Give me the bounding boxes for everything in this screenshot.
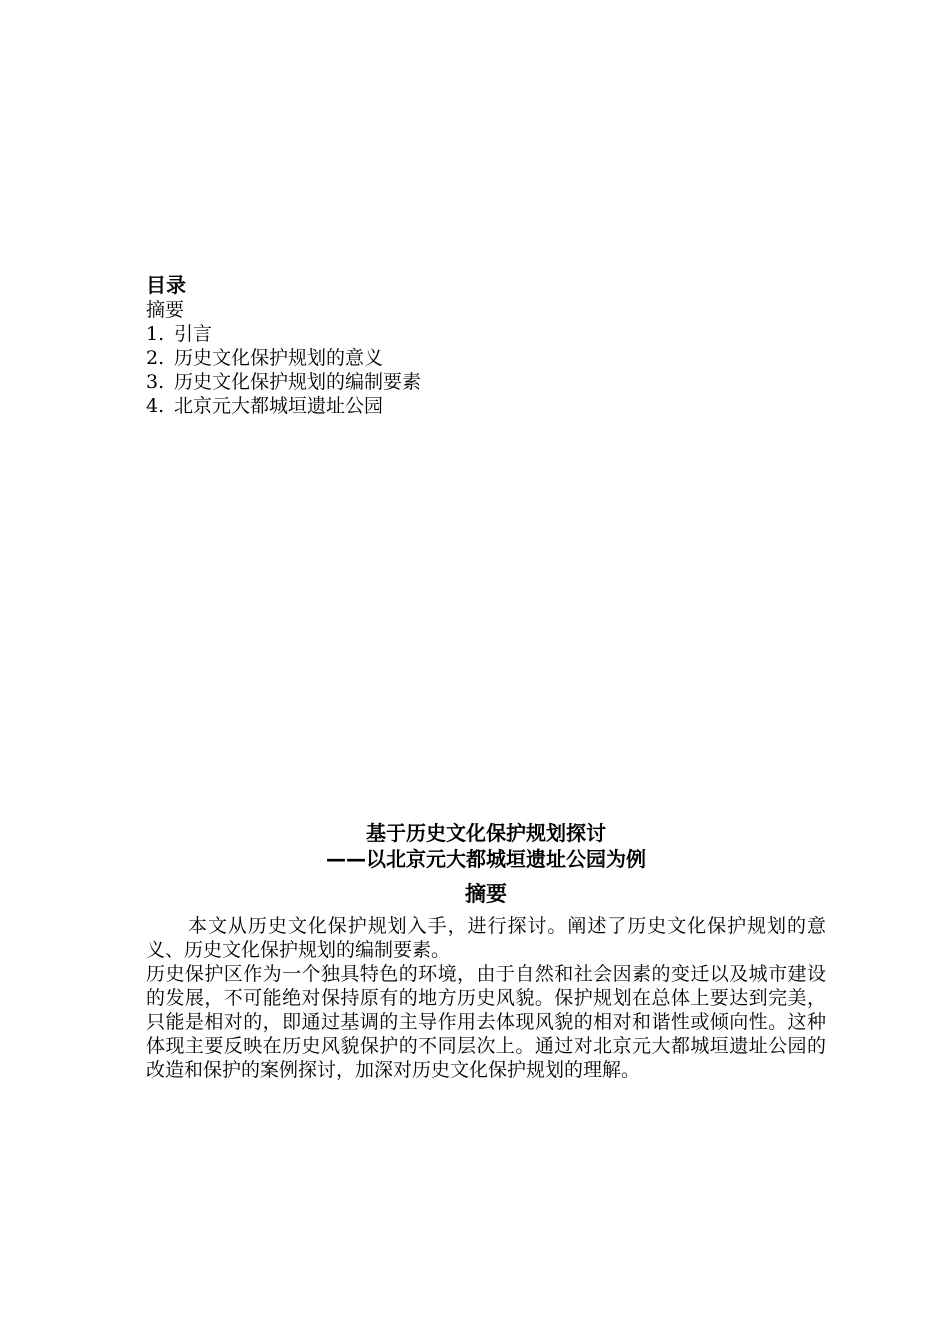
toc-item-elements[interactable] <box>146 370 806 394</box>
abstract-paragraph-2: 历史保护区作为一个独具特色的环境，由于自然和社会因素的变迁以及城市建设的发展，不可能绝对保持原有的地方历史风貌。保护规划在总体上要达到完美，只能是相对的，即通过基调的主导作用去体现风貌的相对和谐性或倾向性。这种体现主要反映在历史风貌保护的不同层次上。通过对北京元大都城垣遗址公园的改造和保护的案例探讨，加深对历史文化保护规划的理解。 <box>146 963 826 1081</box>
toc-item-number: 1. <box>146 323 165 345</box>
toc-item-label: 北京元大都城垣遗址公园 <box>174 395 384 417</box>
toc-title: 目录 <box>146 273 186 297</box>
toc-list <box>146 298 806 418</box>
toc-item-label: 历史文化保护规划的编制要素 <box>174 371 422 393</box>
toc-item-number: 4. <box>146 395 165 417</box>
article-title-line1: 基于历史文化保护规划探讨 <box>366 821 606 845</box>
toc-item-label: 摘要 <box>146 299 185 321</box>
article-subtitle: ——以北京元大都城垣遗址公园为例 <box>326 847 646 871</box>
article <box>146 820 826 1082</box>
toc-item-case-study[interactable] <box>146 394 806 418</box>
toc-item-label: 历史文化保护规划的意义 <box>174 347 384 369</box>
abstract-heading: 摘要 <box>465 882 507 906</box>
toc-item-significance[interactable] <box>146 346 806 370</box>
toc-item-abstract[interactable] <box>146 298 806 322</box>
toc-item-introduction[interactable] <box>146 322 806 346</box>
toc-item-number: 2. <box>146 347 165 369</box>
table-of-contents <box>146 272 806 418</box>
article-title <box>146 820 826 872</box>
abstract-paragraph-1: 本文从历史文化保护规划入手，进行探讨。阐述了历史文化保护规划的意义、历史文化保护规划的编制要素。 <box>146 915 826 961</box>
toc-item-label: 引言 <box>174 323 213 345</box>
toc-item-number: 3. <box>146 371 165 393</box>
